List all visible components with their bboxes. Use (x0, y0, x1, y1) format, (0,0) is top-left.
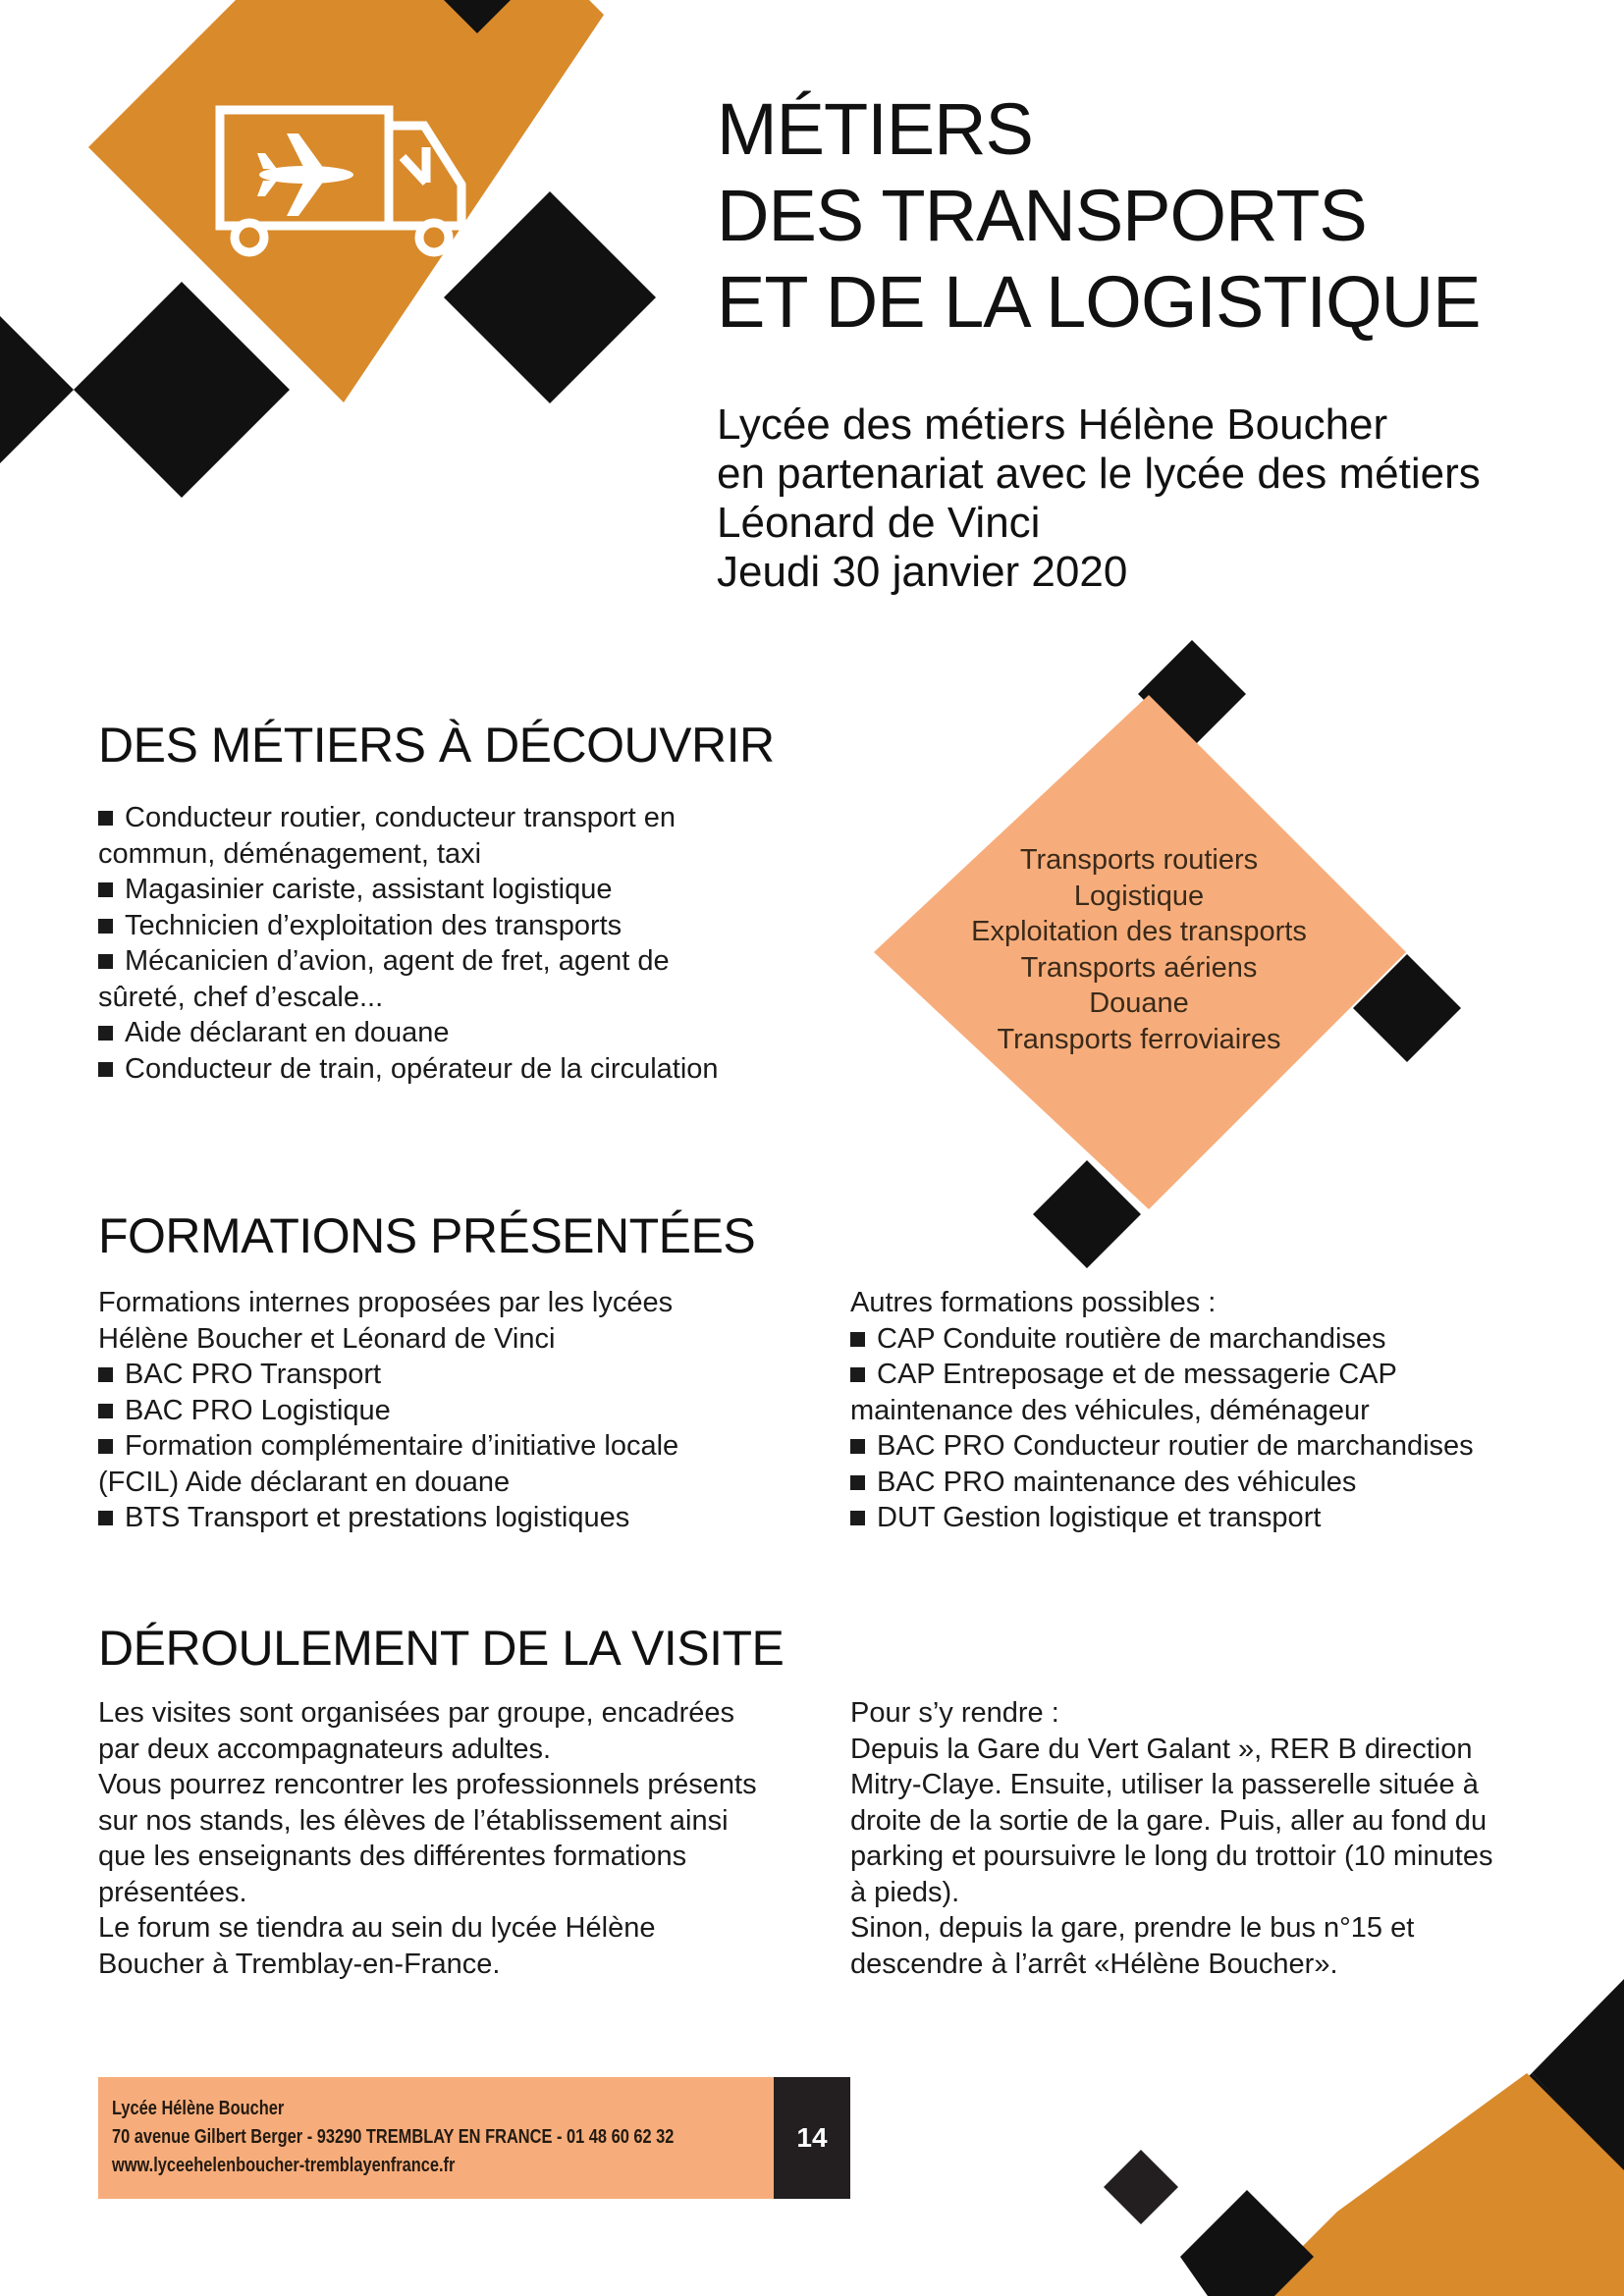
title-line: DES TRANSPORTS (717, 175, 1367, 256)
visite-description: Les visites sont organisées par groupe, encadrées par deux accompagnateurs adultes. Vous pourrez rencontrer les professionnels présents sur nos stands, les élèves de l’établissement ainsi que les enseignants des différentes formations présentées. Le forum se tiendra au sein du lycée Hélène Boucher à Tremblay-en-France. (98, 1697, 757, 1980)
list-item: Conducteur routier, conducteur transport en commun, déménagement, taxi (98, 802, 676, 870)
section-title-metiers: DES MÉTIERS À DÉCOUVRIR (98, 718, 775, 773)
footer-website-link[interactable]: www.lyceehelenboucher-tremblayenfrance.fr (112, 2155, 456, 2176)
domains-list (874, 842, 1404, 1057)
square-bullet-icon (98, 1367, 113, 1382)
subtitle-line: Léonard de Vinci (717, 499, 1041, 547)
deco-black-diamond (444, 191, 656, 403)
formations-intro: Formations internes proposées par les lycées (98, 1287, 674, 1318)
formations-other (850, 1285, 1557, 1536)
title-line: ET DE LA LOGISTIQUE (717, 261, 1481, 343)
square-bullet-icon (98, 811, 113, 826)
square-bullet-icon (98, 954, 113, 969)
domain-item: Transports routiers (1019, 844, 1259, 876)
list-item: BTS Transport et prestations logistiques (98, 1500, 805, 1536)
list-item: BAC PRO Transport (98, 1357, 805, 1393)
page-subtitle (717, 400, 1481, 597)
square-bullet-icon (850, 1332, 865, 1347)
subtitle-line: Lycée des métiers Hélène Boucher (717, 400, 1388, 449)
list-item: Aide déclarant en douane (98, 1015, 805, 1051)
domain-item: Transports ferroviaires (997, 1023, 1281, 1055)
subtitle-line: en partenariat avec le lycée des métiers (717, 450, 1481, 498)
footer-school-name: Lycée Hélène Boucher (112, 2098, 285, 2119)
list-item: BAC PRO Logistique (98, 1393, 805, 1429)
list-item: DUT Gestion logistique et transport (850, 1500, 1557, 1536)
section-title-visite: DÉROULEMENT DE LA VISITE (98, 1621, 785, 1676)
title-line: MÉTIERS (717, 88, 1033, 170)
square-bullet-icon (850, 1439, 865, 1454)
deco-black-diamond (0, 316, 74, 463)
event-date: Jeudi 30 janvier 2020 (717, 548, 1128, 596)
list-item: BAC PRO Conducteur routier de marchandises (850, 1428, 1557, 1465)
list-item: Technicien d’exploitation des transports (98, 908, 805, 944)
footer-address-box (98, 2077, 774, 2199)
square-bullet-icon (98, 1439, 113, 1454)
domain-item: Transports aériens (1020, 951, 1258, 984)
square-bullet-icon (850, 1367, 865, 1382)
list-item: BAC PRO maintenance des véhicules (850, 1465, 1557, 1501)
square-bullet-icon (98, 882, 113, 897)
list-item: Magasinier cariste, assistant logistique (98, 872, 805, 908)
square-bullet-icon (98, 919, 113, 934)
formations-intro: Autres formations possibles : (850, 1287, 1217, 1318)
domain-item: Douane (1089, 988, 1189, 1019)
domain-item: Exploitation des transports (971, 916, 1307, 947)
section-title-formations: FORMATIONS PRÉSENTÉES (98, 1208, 756, 1263)
visite-directions: Pour s’y rendre : Depuis la Gare du Vert Galant », RER B direction Mitry-Claye. Ensuite, utiliser la passerelle située à droite de la sortie de la gare. Puis, aller au fond du parking et poursuivre le long du trottoir (10 minutes à pieds). Sinon, depuis la gare, prendre le bus n°15 et descendre à l’arrêt «Hélène Boucher». (850, 1697, 1493, 1980)
square-bullet-icon (850, 1475, 865, 1490)
square-bullet-icon (98, 1511, 113, 1525)
square-bullet-icon (98, 1404, 113, 1418)
formations-intro: Hélène Boucher et Léonard de Vinci (98, 1322, 556, 1355)
page-title (717, 86, 1480, 346)
formations-internal (98, 1285, 805, 1536)
footer-address: 70 avenue Gilbert Berger - 93290 TREMBLAY EN FRANCE - 01 48 60 62 32 (112, 2126, 675, 2148)
list-item: Formation complémentaire d’initiative locale (FCIL) Aide déclarant en douane (98, 1430, 679, 1498)
deco-black-diamond (1104, 2150, 1178, 2224)
list-item: CAP Conduite routière de marchandises (850, 1321, 1557, 1358)
square-bullet-icon (850, 1511, 865, 1525)
metiers-list (98, 800, 805, 1087)
square-bullet-icon (98, 1062, 113, 1077)
list-item: Mécanicien d’avion, agent de fret, agent de sûreté, chef d’escale... (98, 945, 670, 1013)
square-bullet-icon (98, 1026, 113, 1041)
list-item: Conducteur de train, opérateur de la circulation (98, 1051, 805, 1088)
domain-item: Logistique (1073, 880, 1205, 912)
list-item: CAP Entreposage et de messagerie CAP maintenance des véhicules, déménageur (850, 1359, 1397, 1426)
page-number: 14 (774, 2077, 850, 2199)
